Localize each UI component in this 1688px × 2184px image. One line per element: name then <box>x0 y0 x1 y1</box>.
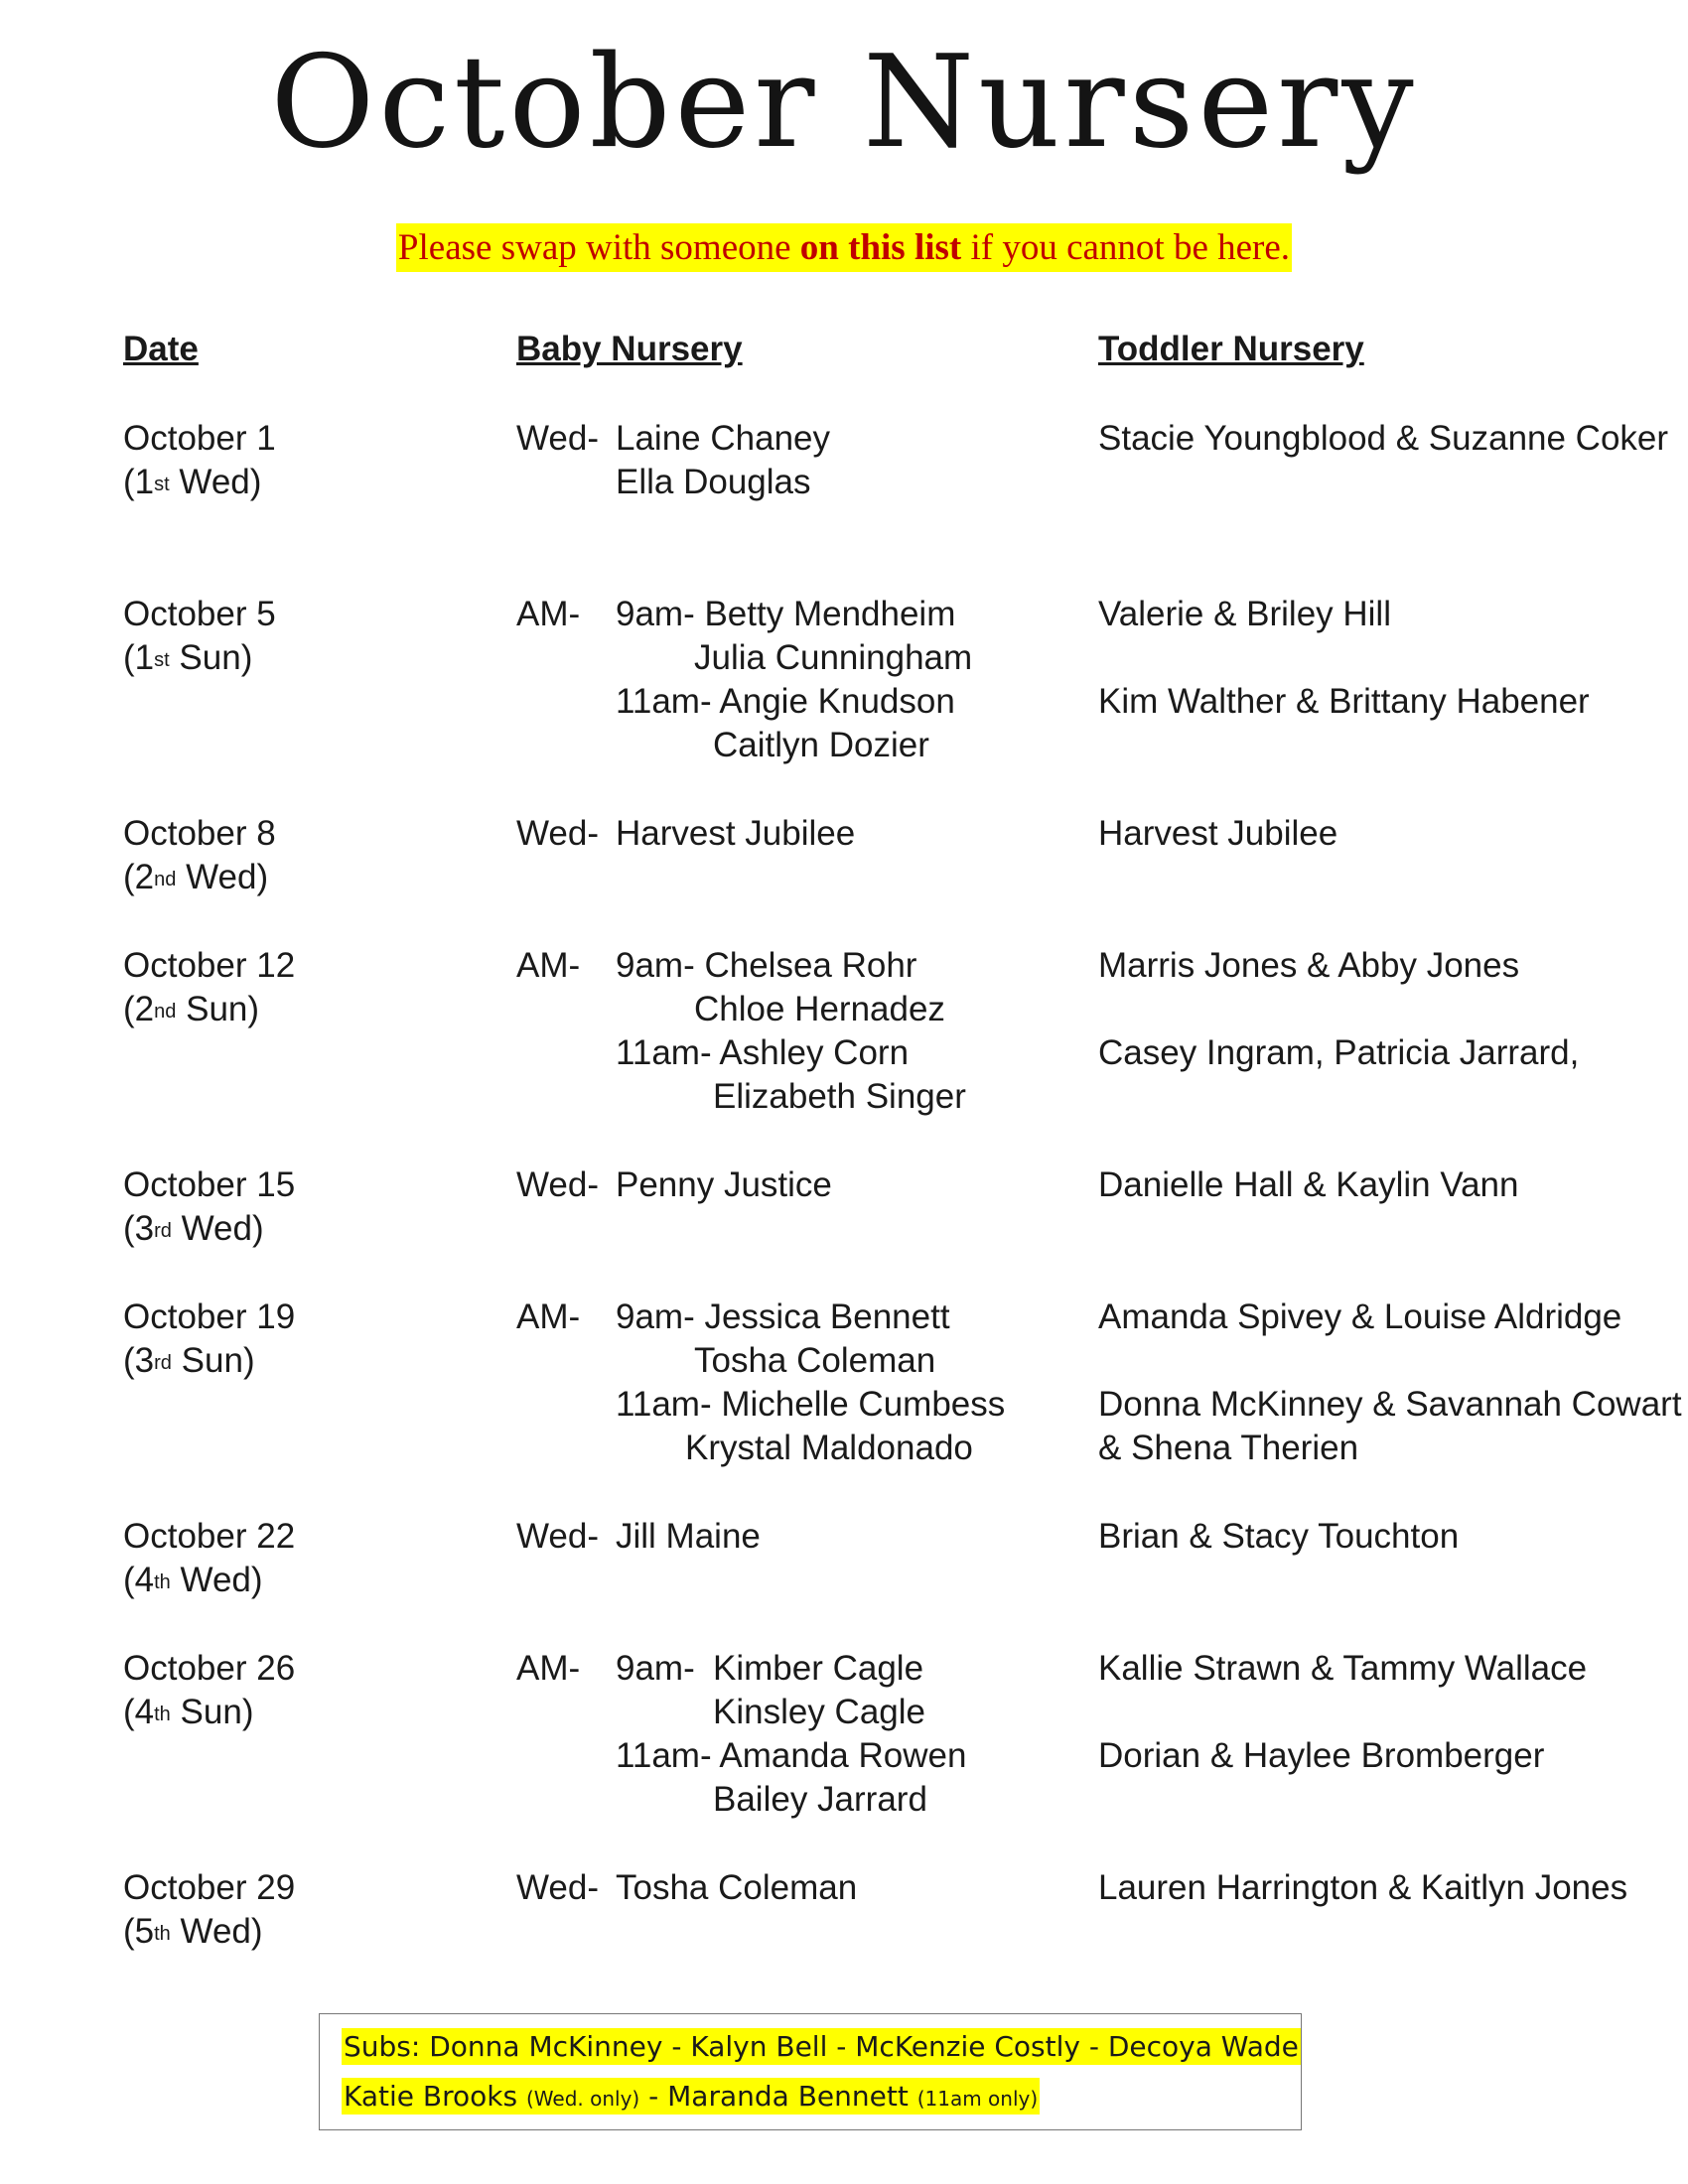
baby-volunteer: Laine Chaney <box>616 419 830 458</box>
baby-volunteer: Bailey Jarrard <box>713 1780 927 1819</box>
header-date: Date <box>123 330 199 368</box>
toddler-volunteers: Marris Jones & Abby Jones <box>1098 946 1520 985</box>
baby-volunteer: Tosha Coleman <box>616 1868 858 1907</box>
row-date: October 22 <box>123 1517 296 1556</box>
row-date: October 19 <box>123 1297 296 1336</box>
notice-text-end: if you cannot be here. <box>961 227 1291 268</box>
baby-volunteer: Kinsley Cagle <box>713 1693 925 1731</box>
baby-volunteer: 9am- Betty Mendheim <box>616 595 956 633</box>
row-time-prefix: Wed- <box>516 419 599 458</box>
toddler-volunteers: Brian & Stacy Touchton <box>1098 1517 1460 1556</box>
subs-line-1: Subs: Donna McKinney - Kalyn Bell - McKenzie Costly - Decoya Wade <box>344 2030 1299 2063</box>
row-date: October 8 <box>123 814 276 853</box>
baby-volunteer: 9am- Jessica Bennett <box>616 1297 950 1336</box>
toddler-volunteers: Kallie Strawn & Tammy Wallace <box>1098 1649 1588 1688</box>
toddler-volunteers: Lauren Harrington & Kaitlyn Jones <box>1098 1868 1628 1907</box>
toddler-volunteers: Danielle Hall & Kaylin Vann <box>1098 1165 1519 1204</box>
row-time-prefix: AM- <box>516 595 581 633</box>
toddler-volunteers: Dorian & Haylee Bromberger <box>1098 1736 1545 1775</box>
subs-line-2: Katie Brooks (Wed. only) - Maranda Bennett (11am only) <box>344 2080 1039 2113</box>
baby-volunteer: 11am- Michelle Cumbess <box>616 1385 1006 1424</box>
toddler-volunteers: Kim Walther & Brittany Habener <box>1098 682 1590 721</box>
baby-volunteer: Jill Maine <box>616 1517 761 1556</box>
row-date: October 1 <box>123 419 276 458</box>
row-week-label: (1st Sun) <box>123 638 253 677</box>
baby-volunteer: Tosha Coleman <box>694 1341 936 1380</box>
notice-text-bold: on this list <box>799 227 962 268</box>
baby-volunteer: Chloe Hernadez <box>694 990 945 1028</box>
swap-notice <box>0 226 1688 269</box>
header-toddler-nursery: Toddler Nursery <box>1098 330 1364 368</box>
baby-volunteer: Harvest Jubilee <box>616 814 856 853</box>
row-week-label: (3rd Wed) <box>123 1209 264 1248</box>
baby-volunteer: Ella Douglas <box>616 463 811 501</box>
toddler-volunteers: & Shena Therien <box>1098 1429 1359 1467</box>
row-time-prefix: AM- <box>516 1649 581 1688</box>
page-title: October Nursery <box>270 29 1418 177</box>
row-week-label: (3rd Sun) <box>123 1341 255 1380</box>
header-baby-nursery: Baby Nursery <box>516 330 743 368</box>
row-time-prefix: AM- <box>516 946 581 985</box>
row-date: October 5 <box>123 595 276 633</box>
toddler-volunteers: Valerie & Briley Hill <box>1098 595 1391 633</box>
row-date: October 26 <box>123 1649 296 1688</box>
baby-volunteer: 11am- Angie Knudson <box>616 682 955 721</box>
baby-volunteer: Julia Cunningham <box>694 638 973 677</box>
row-week-label: (4th Wed) <box>123 1561 263 1599</box>
toddler-volunteers: Amanda Spivey & Louise Aldridge <box>1098 1297 1622 1336</box>
baby-time-label: 9am- <box>616 1649 695 1688</box>
row-time-prefix: AM- <box>516 1297 581 1336</box>
toddler-volunteers: Harvest Jubilee <box>1098 814 1338 853</box>
toddler-volunteers: Casey Ingram, Patricia Jarrard, <box>1098 1033 1580 1072</box>
row-time-prefix: Wed- <box>516 1165 599 1204</box>
baby-volunteer: Penny Justice <box>616 1165 832 1204</box>
notice-text-start: Please swap with someone <box>397 227 800 268</box>
baby-volunteer: 9am- Chelsea Rohr <box>616 946 917 985</box>
baby-volunteer: Krystal Maldonado <box>685 1429 973 1467</box>
subs-box <box>319 2013 1302 2130</box>
row-week-label: (4th Sun) <box>123 1693 254 1731</box>
row-time-prefix: Wed- <box>516 1868 599 1907</box>
row-week-label: (2nd Sun) <box>123 990 260 1028</box>
row-time-prefix: Wed- <box>516 814 599 853</box>
row-date: October 29 <box>123 1868 296 1907</box>
row-week-label: (2nd Wed) <box>123 858 269 896</box>
row-time-prefix: Wed- <box>516 1517 599 1556</box>
baby-volunteer: 11am- Amanda Rowen <box>616 1736 967 1775</box>
baby-volunteer: Elizabeth Singer <box>713 1077 966 1116</box>
row-week-label: (5th Wed) <box>123 1912 263 1951</box>
toddler-volunteers: Stacie Youngblood & Suzanne Coker <box>1098 419 1669 458</box>
toddler-volunteers: Donna McKinney & Savannah Cowart <box>1098 1385 1682 1424</box>
baby-volunteer: Caitlyn Dozier <box>713 726 929 764</box>
baby-volunteer: 11am- Ashley Corn <box>616 1033 910 1072</box>
row-date: October 12 <box>123 946 296 985</box>
row-week-label: (1st Wed) <box>123 463 262 501</box>
baby-volunteer: Kimber Cagle <box>713 1649 924 1688</box>
row-date: October 15 <box>123 1165 296 1204</box>
